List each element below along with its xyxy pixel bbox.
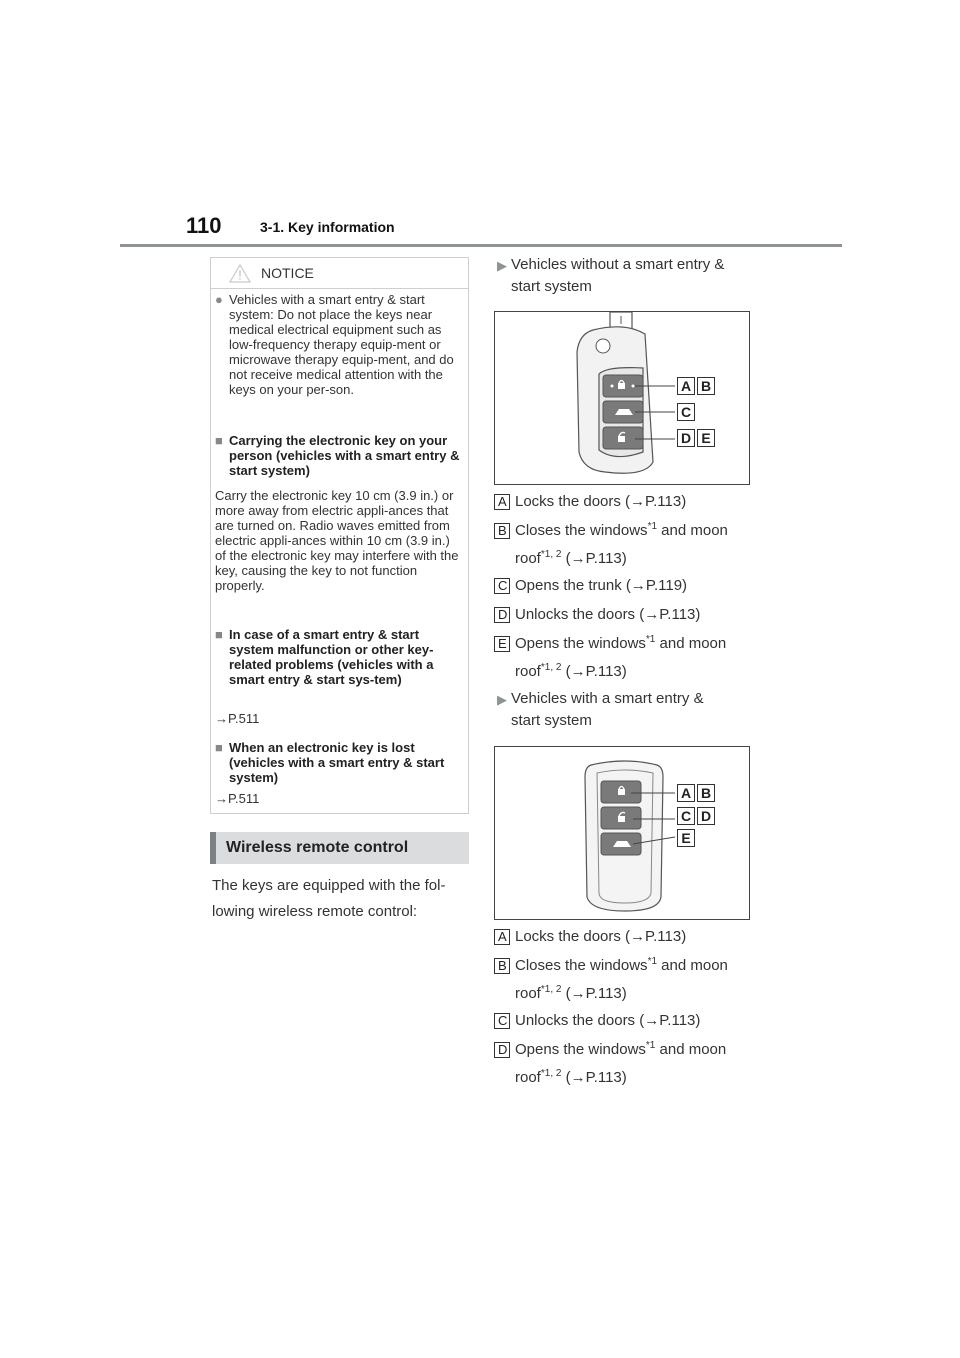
button-description-D: D Opens the windows$^{*1}$ and moon roof$^{*1, 2}$ (→P.113) — [494, 1036, 764, 1092]
square-bullet-icon: ■ — [215, 740, 223, 755]
button-description-B: B Closes the windows$^{*1}$ and moon roof$^{*1, 2}$ (→P.113) — [494, 517, 764, 573]
page-reference: →P.511 — [215, 711, 260, 726]
button-description-E: E Opens the windows$^{*1}$ and moon roof$^{*1, 2}$ (→P.113) — [494, 630, 764, 686]
label-A: A — [677, 784, 695, 802]
button-description-B: B Closes the windows$^{*1}$ and moon roof$^{*1, 2}$ (→P.113) — [494, 952, 764, 1008]
key-figure-with-smart-entry — [494, 746, 750, 920]
page-number: 110 — [186, 213, 222, 238]
notice-box — [210, 257, 469, 814]
triangle-bullet-icon: ▶ — [497, 692, 507, 707]
label-D: D — [697, 807, 715, 825]
header-divider — [120, 244, 842, 247]
notice-paragraph: Carry the electronic key 10 cm (3.9 in.) or more away from electric appli-ances that are turned on. Radio waves emitted from electric appli-ances within 10 cm (3.9 in.) of the electronic key may interfere with the key, causing the key to not function properly. — [215, 488, 459, 593]
label-C: C — [677, 403, 695, 421]
label-E: E — [697, 429, 715, 447]
label-C: C — [677, 807, 695, 825]
button-description-A: A Locks the doors (→P.113) — [494, 488, 764, 516]
button-description-D: D Unlocks the doors (→P.113) — [494, 601, 764, 629]
wireless-remote-heading: Wireless remote control — [210, 832, 469, 864]
bullet-dot-icon: ● — [215, 292, 223, 307]
section-title: 3-1. Key information — [260, 219, 395, 235]
label-A: A — [677, 377, 695, 395]
label-B: B — [697, 377, 715, 395]
subheading-without-smart-entry: ▶ Vehicles without a smart entry & start system — [497, 256, 725, 295]
notice-bullet-item: ● Vehicles with a smart entry & start system: Do not place the keys near medical electrical equipment such as low-frequency therapy equip-ment or microwave therapy equip-ment, and do not receive medical attention with the keys on your per-son. — [215, 292, 454, 397]
label-D: D — [677, 429, 695, 447]
triangle-bullet-icon: ▶ — [497, 258, 507, 273]
button-description-C: C Unlocks the doors (→P.113) — [494, 1007, 764, 1035]
subheading-with-smart-entry: ▶ Vehicles with a smart entry & start system — [497, 690, 704, 729]
wireless-intro: The keys are equipped with the fol-lowing wireless remote control: — [212, 877, 446, 920]
notice-divider — [211, 288, 468, 289]
notice-subheading: ■ When an electronic key is lost (vehicles with a smart entry & start system) — [215, 740, 445, 785]
label-B: B — [697, 784, 715, 802]
key-figure-without-smart-entry — [494, 311, 750, 485]
folding-key-illustration — [495, 312, 749, 484]
square-bullet-icon: ■ — [215, 627, 223, 642]
notice-subheading: ■ Carrying the electronic key on your person (vehicles with a smart entry & start system) — [215, 433, 460, 478]
square-bullet-icon: ■ — [215, 433, 223, 448]
page-reference: →P.511 — [215, 791, 260, 806]
button-description-C: C Opens the trunk (→P.119) — [494, 572, 764, 600]
warning-triangle-icon — [229, 264, 251, 283]
notice-heading: NOTICE — [261, 265, 314, 281]
button-description-A: A Locks the doors (→P.113) — [494, 923, 764, 951]
notice-header — [211, 258, 468, 288]
label-E: E — [677, 829, 695, 847]
smart-key-illustration — [495, 747, 749, 919]
notice-subheading: ■ In case of a smart entry & start system malfunction or other key-related problems (vehicles with a smart entry & start sys-tem) — [215, 627, 434, 687]
